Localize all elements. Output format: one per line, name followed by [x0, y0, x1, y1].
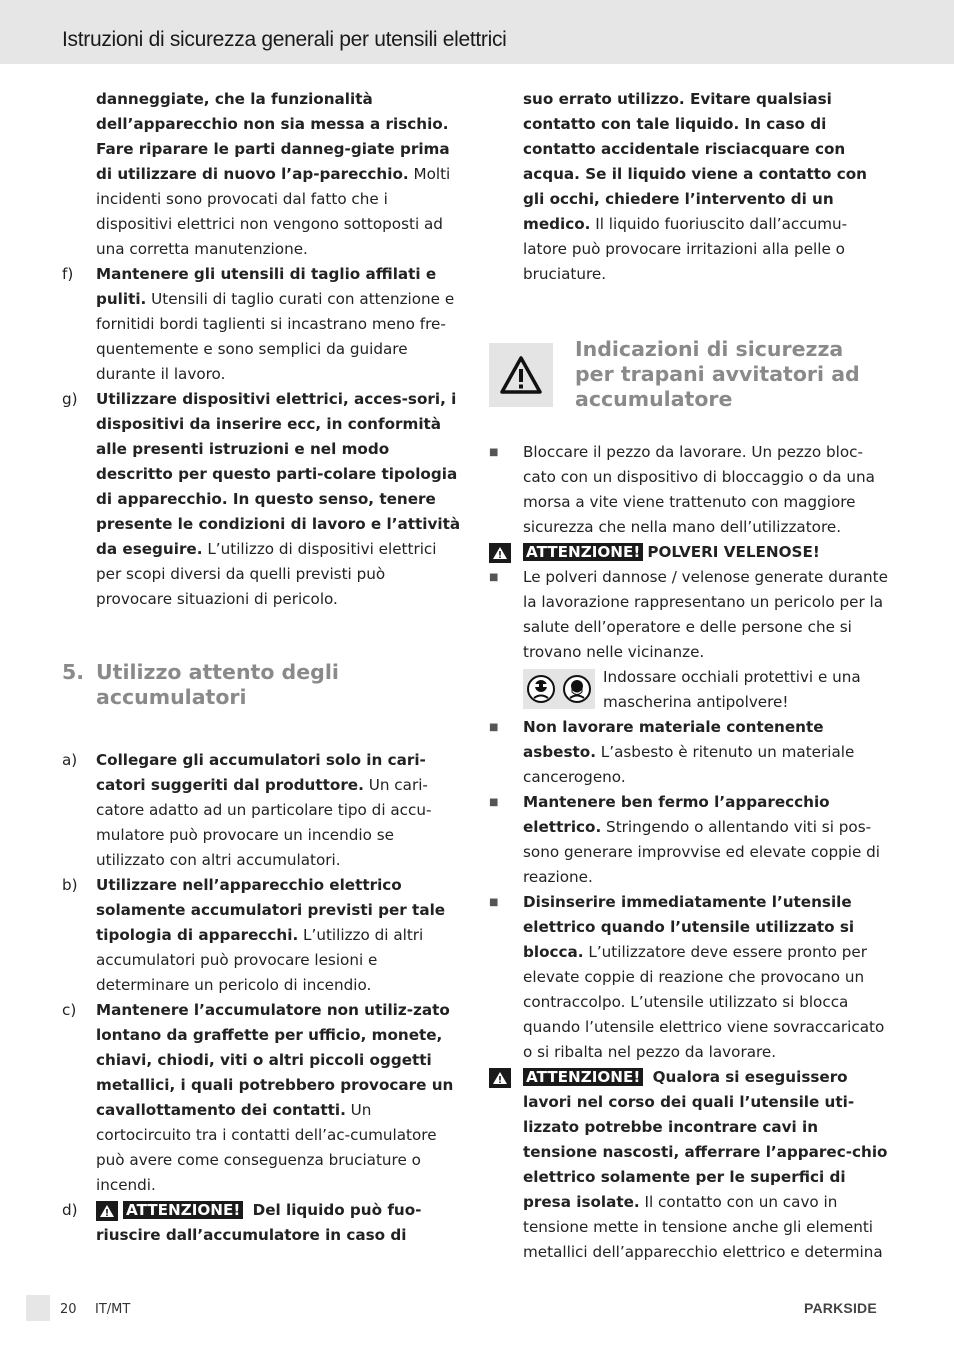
- bullet-bold: Disinserire immediatamente l’utensile elettrico quando l’utensile utilizzato si blocca.: [523, 893, 855, 961]
- warning-text: Il contatto con un cavo in tensione mette in tensione anche gli elementi metallici dell’apparecchio elettrico e determina: [523, 1193, 883, 1261]
- cont-text: Il liquido fuoriuscito dall’accumu-latore può provocare irritazioni alla pelle o bruciature.: [523, 215, 848, 283]
- item-label: d): [62, 1201, 78, 1219]
- bullet-item: [489, 440, 891, 540]
- bullet-item: [489, 565, 891, 665]
- list-item-g: [62, 387, 464, 612]
- page-title: Istruzioni di sicurezza generali per utensili elettrici: [62, 28, 507, 51]
- attention-label: ATTENZIONE!: [123, 1201, 243, 1219]
- section-title: Utilizzo attento degli accumulatori: [96, 660, 339, 709]
- item-label: b): [62, 876, 78, 894]
- item-label: f): [62, 265, 74, 283]
- bullet-square-icon: ■: [489, 897, 499, 908]
- section-5-heading: [62, 660, 464, 710]
- bullet-text: Bloccare il pezzo da lavorare. Un pezzo bloc-cato con un dispositivo di bloccaggio o da una morsa a vite viene trattenuto con maggiore sicurezza che nella mano dell’utilizzatore.: [523, 443, 875, 536]
- continued-paragraph: [62, 87, 464, 262]
- right-column: [489, 87, 891, 1265]
- item-label: a): [62, 751, 78, 769]
- attention-label: ATTENZIONE!: [523, 543, 643, 561]
- bullet-bold: Non lavorare materiale contenente asbesto.: [523, 718, 824, 761]
- item-label: g): [62, 390, 78, 408]
- item-bold: Utilizzare dispositivi elettrici, acces-sori, i dispositivi da inserire ecc, in conformità alle presenti istruzioni e nel modo descritto per questo parti-colare tipologia di apparecchio. In questo senso, tenere presente le condizioni di lavoro e l’attività da eseguire.: [96, 390, 461, 558]
- page-header: [0, 0, 954, 64]
- bullet-square-icon: ■: [489, 722, 499, 733]
- list-item-a: [62, 748, 464, 873]
- item-text: Un cortocircuito tra i contatti dell’ac-cumulatore può avere come conseguenza bruciature o incendi.: [96, 1101, 437, 1194]
- language-code: IT/MT: [95, 1302, 131, 1317]
- attention-label: ATTENZIONE!: [523, 1068, 643, 1086]
- item-bold: Del liquido può fuo-riuscire dall’accumulatore in caso di: [96, 1201, 422, 1244]
- list-item-b: [62, 873, 464, 998]
- item-label: c): [62, 1001, 77, 1019]
- warning-paragraph: [489, 1065, 891, 1265]
- bullet-item: [489, 890, 891, 1065]
- item-bold: Mantenere gli utensili di taglio affilati e puliti.: [96, 265, 437, 308]
- item-bold: Collegare gli accumulatori solo in cari-catori suggeriti dal produttore.: [96, 751, 426, 794]
- left-column: [62, 87, 464, 1248]
- item-text: L’utilizzo di dispositivi elettrici per scopi diversi da quelli previsti può provocare situazioni di pericolo.: [96, 540, 437, 608]
- warning-bold: Qualora si eseguissero lavori nel corso dei quali l’utensile uti-lizzato potrebbe incontrare cavi in tensione nascosti, afferrare l’apparec-chio elettrico solamente per le superfici di presa isolate.: [523, 1068, 888, 1211]
- dust-mask-icon: [562, 674, 592, 704]
- bullet-text: Stringendo o allentando viti si pos-sono generare improvvise ed elevate coppie di reazione.: [523, 818, 880, 886]
- bullet-square-icon: ■: [489, 572, 499, 583]
- bullet-item: [489, 790, 891, 890]
- cont-bold: danneggiate, che la funzionalità dell’apparecchio non sia messa a rischio. Fare riparare le parti danneg-giate prima di utilizzare di nuovo l’ap-parecchio.: [96, 90, 450, 183]
- warning-triangle-icon: [489, 343, 553, 407]
- ppe-icons: [523, 669, 595, 709]
- bullet-square-icon: ■: [489, 797, 499, 808]
- ppe-text: Indossare occhiali protettivi e una mascherina antipolvere!: [603, 668, 861, 711]
- list-item-f: [62, 262, 464, 387]
- bullet-text: L’utilizzatore deve essere pronto per elevate coppie di reazione che provocano un contraccolpo. L’utensile utilizzato si blocca quando l’utensile elettrico viene sovraccaricato o si ribalta nel pezzo da lavorare.: [523, 943, 885, 1061]
- section-number: 5.: [62, 660, 85, 684]
- warning-line: [489, 540, 891, 565]
- item-text: Un cari-catore adatto ad un particolare tipo di accu-mulatore può provocare un incendio se utilizzato con altri accumulatori.: [96, 776, 432, 869]
- footer-marker: [26, 1295, 50, 1321]
- bullet-text: Le polveri dannose / velenose generate durante la lavorazione rappresentano un pericolo per la salute dell’operatore e delle persone che si trovano nelle vicinanze.: [523, 568, 888, 661]
- section-title: Indicazioni di sicurezza per trapani avvitatori ad accumulatore: [575, 337, 860, 411]
- warning-bold: POLVERI VELENOSE!: [647, 543, 820, 561]
- warning-triangle-icon: [489, 543, 511, 563]
- bullet-bold: Mantenere ben fermo l’apparecchio elettrico.: [523, 793, 830, 836]
- bullet-square-icon: ■: [489, 447, 499, 458]
- warning-triangle-icon: [489, 1068, 511, 1088]
- brand-logo: PARKSIDE: [804, 1300, 877, 1316]
- page-number: 20: [60, 1302, 77, 1317]
- safety-goggles-icon: [526, 674, 556, 704]
- cont-text: Molti incidenti sono provocati dal fatto che i dispositivi elettrici non vengono sottoposti ad una corretta manutenzione.: [96, 165, 451, 258]
- item-bold: Utilizzare nell’apparecchio elettrico solamente accumulatori previsti per tale tipologia di apparecchi.: [96, 876, 446, 944]
- item-text: L’utilizzo di altri accumulatori può provocare lesioni e determinare un pericolo di incendio.: [96, 926, 424, 994]
- warning-triangle-icon: [96, 1201, 118, 1221]
- continued-paragraph: [489, 87, 891, 287]
- bullet-item: [489, 715, 891, 790]
- bullet-text: L’asbesto è ritenuto un materiale cancerogeno.: [523, 743, 855, 786]
- cont-bold: suo errato utilizzo. Evitare qualsiasi contatto con tale liquido. In caso di contatto accidentale risciacquare con acqua. Se il liquido viene a contatto con gli occhi, chiedere l’intervento di un medico.: [523, 90, 867, 233]
- item-text: Utensili di taglio curati con attenzione e fornitidi bordi taglienti si incastrano meno fre-quentemente e sono semplici da guidare durante il lavoro.: [96, 290, 455, 383]
- item-bold: Mantenere l’accumulatore non utiliz-zato lontano da graffette per ufficio, monete, chiavi, chiodi, viti o altri piccoli oggetti metallici, i quali potrebbero provocare un cavallottamento dei contatti.: [96, 1001, 454, 1119]
- list-item-c: [62, 998, 464, 1198]
- ppe-note: [489, 665, 891, 715]
- section-heading-drill: [489, 337, 891, 412]
- list-item-d: [62, 1198, 464, 1248]
